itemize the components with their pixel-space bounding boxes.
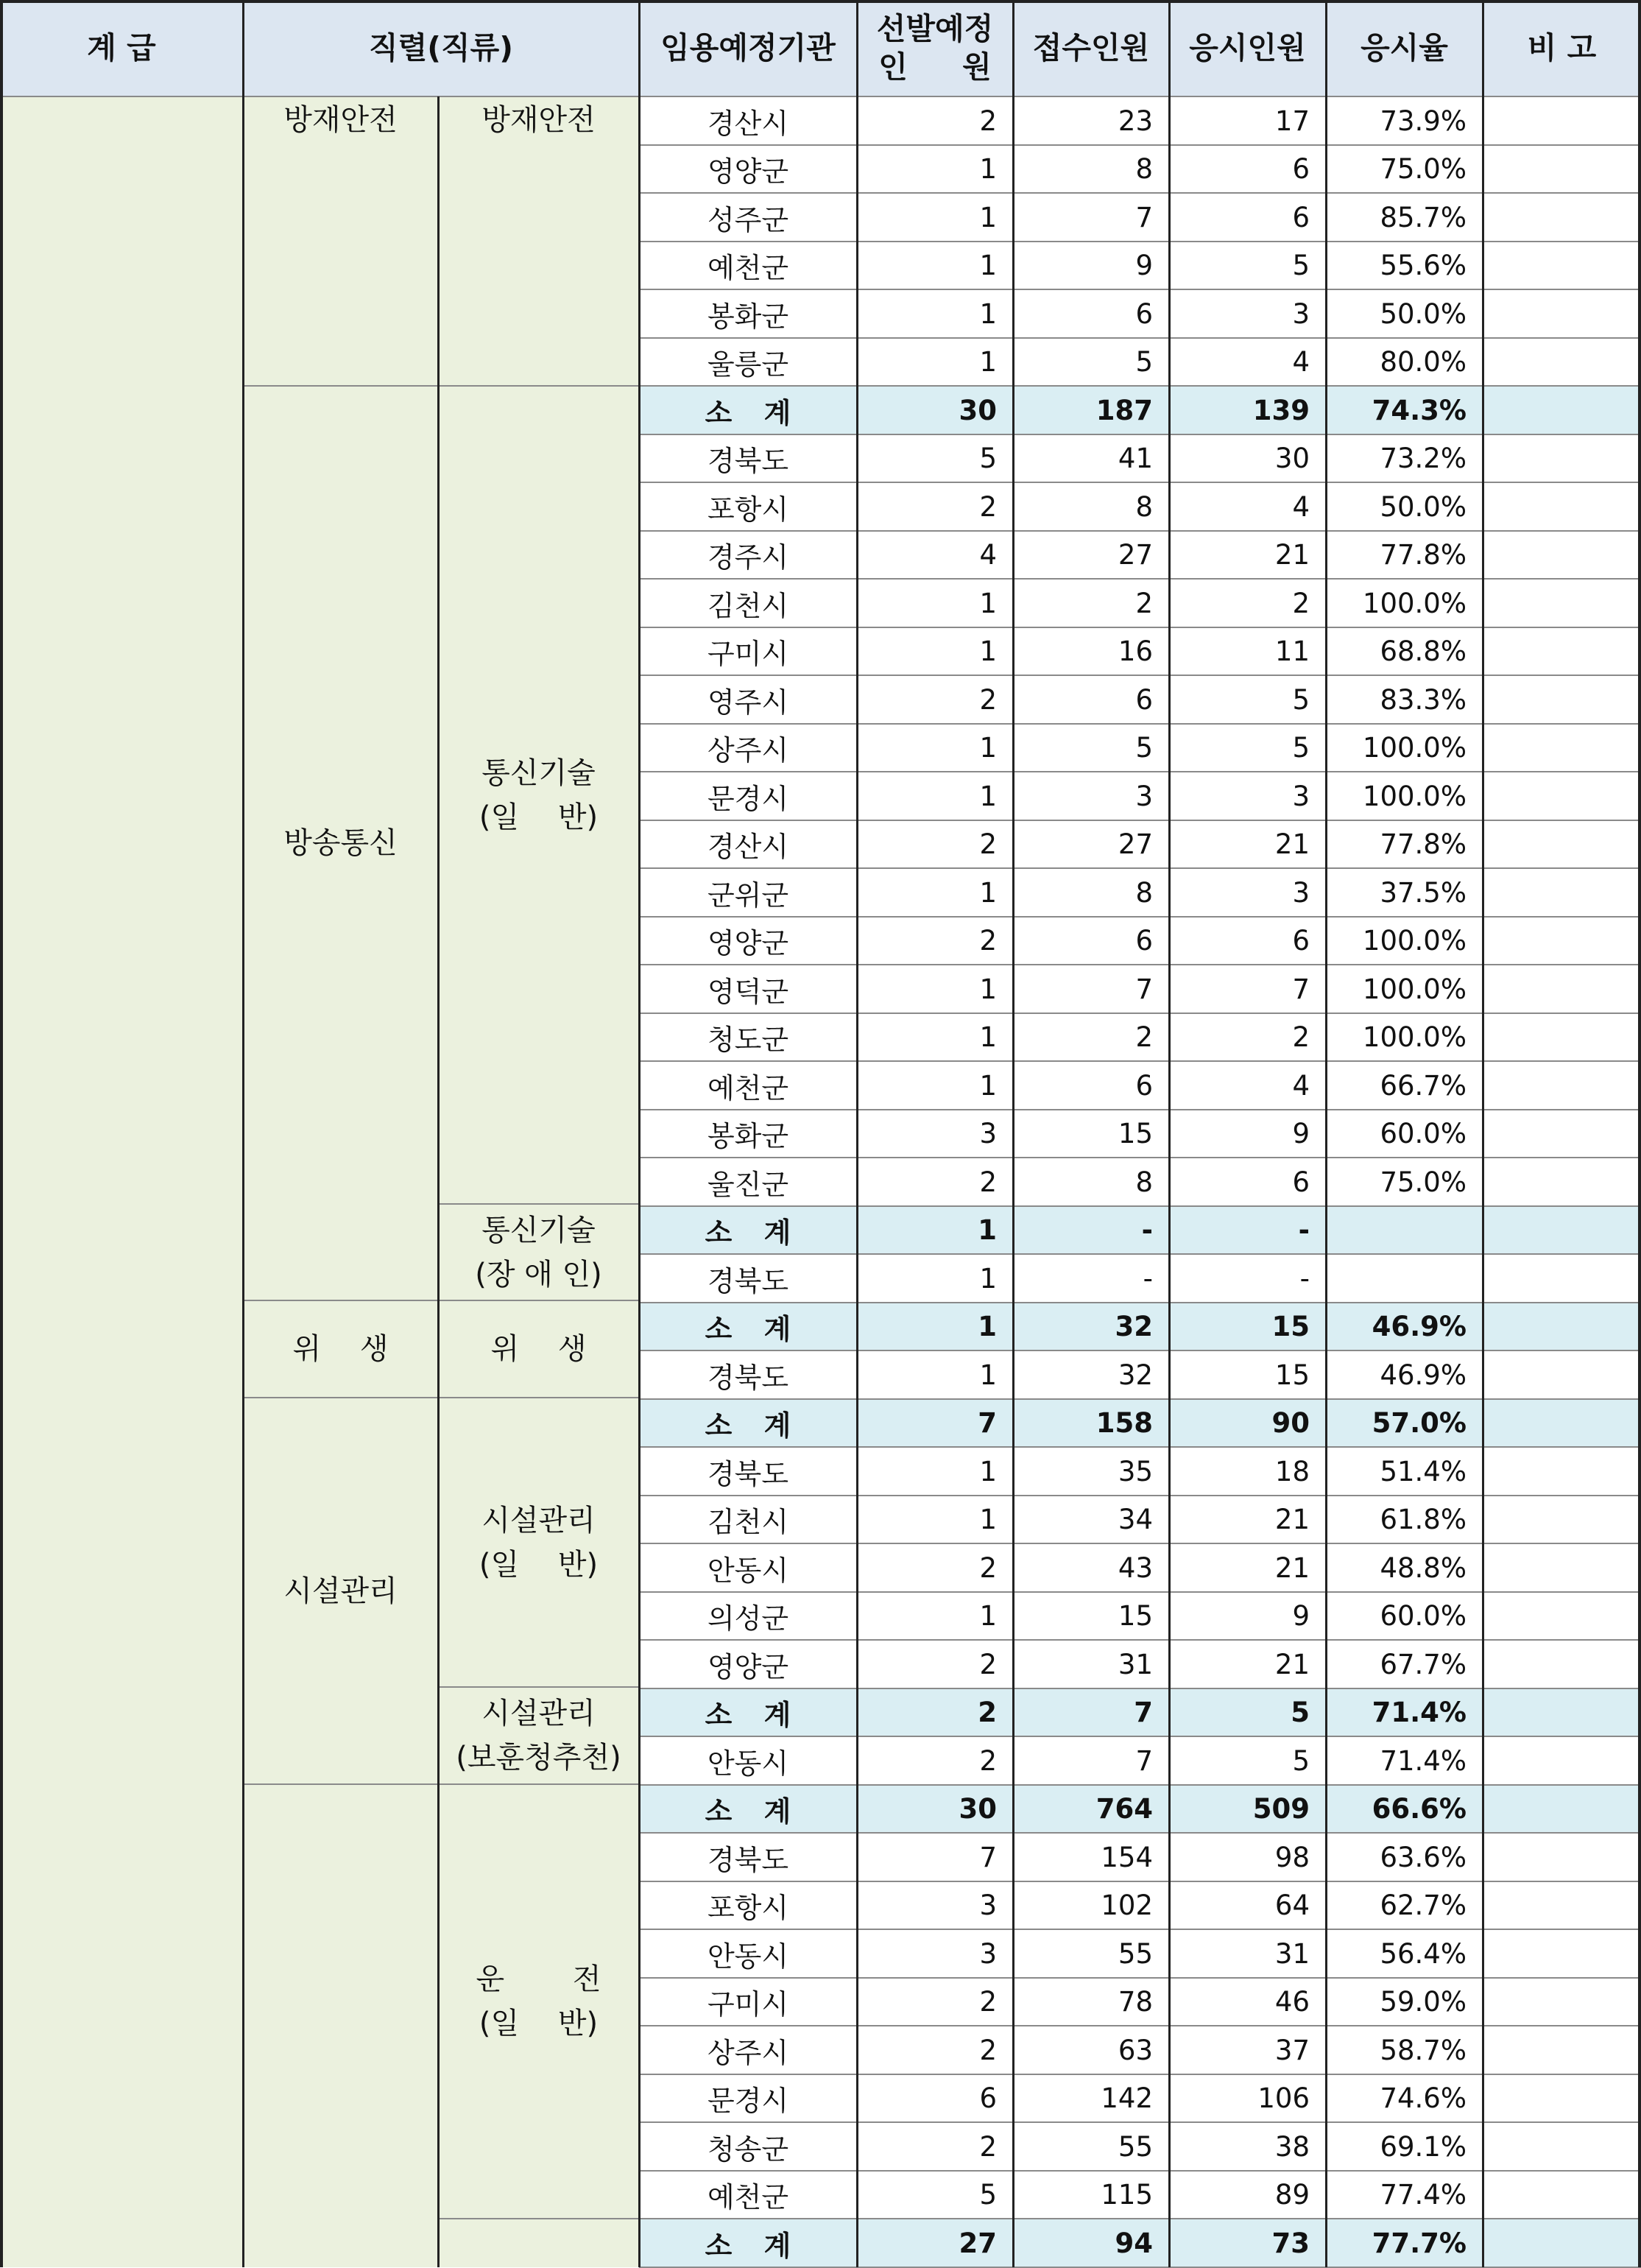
cell-applied: 35 <box>1013 1447 1169 1496</box>
cell-agency: 문경시 <box>639 772 857 820</box>
cell-agency: 봉화군 <box>639 289 857 338</box>
cell-rate: 100.0% <box>1326 917 1483 965</box>
cell-rate: 73.2% <box>1326 434 1483 482</box>
cell-tested: 509 <box>1169 1785 1326 1833</box>
cell-rate: 59.0% <box>1326 1978 1483 2026</box>
cell-planned: 1 <box>857 1254 1013 1303</box>
cell-applied: 7 <box>1013 1688 1169 1736</box>
header-series: 직렬(직류) <box>243 0 639 96</box>
cell-rate: 100.0% <box>1326 1013 1483 1061</box>
cell-applied: 764 <box>1013 1785 1169 1833</box>
cell-planned: 27 <box>857 2219 1013 2267</box>
cell-planned: 1 <box>857 338 1013 386</box>
series-label-disaster-safety: 방재안전 <box>283 103 398 137</box>
cell-rate: 46.9% <box>1326 1350 1483 1399</box>
cell-rate: 100.0% <box>1326 724 1483 772</box>
cell-agency: 소 계 <box>639 1688 857 1736</box>
cell-tested: 4 <box>1169 338 1326 386</box>
cell-tested: 5 <box>1169 675 1326 724</box>
cell-tested: 21 <box>1169 531 1326 579</box>
cell-planned: 2 <box>857 820 1013 868</box>
cell-rate: 83.3% <box>1326 675 1483 724</box>
cell-agency: 경북도 <box>639 1254 857 1303</box>
series-label-hygiene: 위 생 <box>292 1332 389 1366</box>
cell-planned: 2 <box>857 1543 1013 1592</box>
cell-planned: 1 <box>857 193 1013 242</box>
cell-rate: 46.9% <box>1326 1303 1483 1350</box>
cell-applied: 142 <box>1013 2074 1169 2122</box>
cell-rate: 100.0% <box>1326 772 1483 820</box>
category-label-driving-general-line2: (일 반) <box>479 2007 599 2040</box>
cell-rate: 77.7% <box>1326 2219 1483 2267</box>
cell-planned: 2 <box>857 917 1013 965</box>
cell-tested: 6 <box>1169 145 1326 193</box>
cell-tested: 5 <box>1169 1688 1326 1736</box>
header-planned-line1: 선발예정 <box>876 11 994 47</box>
cell-rate: 66.6% <box>1326 1785 1483 1833</box>
cell-planned: 1 <box>857 868 1013 917</box>
header-rate: 응시율 <box>1326 0 1483 96</box>
cell-planned: 1 <box>857 1206 1013 1254</box>
cell-applied: 27 <box>1013 531 1169 579</box>
cell-rate: 66.7% <box>1326 1061 1483 1110</box>
cell-tested: 5 <box>1169 724 1326 772</box>
cell-agency: 경산시 <box>639 96 857 145</box>
cell-planned: 2 <box>857 675 1013 724</box>
cell-tested: 15 <box>1169 1303 1326 1350</box>
cell-tested: 46 <box>1169 1978 1326 2026</box>
cell-planned: 1 <box>857 772 1013 820</box>
category-label-facility-general-line1: 시설관리 <box>481 1503 596 1538</box>
cell-tested: 89 <box>1169 2171 1326 2219</box>
cell-planned: 30 <box>857 386 1013 434</box>
cell-applied: 16 <box>1013 627 1169 675</box>
cell-planned: 1 <box>857 627 1013 675</box>
cell-agency: 예천군 <box>639 242 857 289</box>
cell-planned: 1 <box>857 1013 1013 1061</box>
cell-agency: 김천시 <box>639 1496 857 1543</box>
cell-tested: 6 <box>1169 917 1326 965</box>
cell-agency: 의성군 <box>639 1592 857 1640</box>
category-label-comm-general-line1: 통신기술 <box>481 756 596 790</box>
cell-planned: 2 <box>857 1688 1013 1736</box>
cell-rate: 75.0% <box>1326 1158 1483 1206</box>
cell-tested: 64 <box>1169 1881 1326 1929</box>
cell-planned: 6 <box>857 2074 1013 2122</box>
cell-rate: 71.4% <box>1326 1688 1483 1736</box>
cell-planned: 2 <box>857 2122 1013 2171</box>
category-label-comm-general-line2: (일 반) <box>479 800 599 834</box>
cell-rate: 100.0% <box>1326 965 1483 1013</box>
cell-tested: 6 <box>1169 193 1326 242</box>
cell-agency: 문경시 <box>639 2074 857 2122</box>
cell-agency: 안동시 <box>639 1929 857 1978</box>
header-tested: 응시인원 <box>1169 0 1326 96</box>
cell-tested: 18 <box>1169 1447 1326 1496</box>
cell-applied: 94 <box>1013 2219 1169 2267</box>
cell-rate: 58.7% <box>1326 2026 1483 2074</box>
cell-rate: 56.4% <box>1326 1929 1483 1978</box>
cell-rate: 74.6% <box>1326 2074 1483 2122</box>
cell-tested: 15 <box>1169 1350 1326 1399</box>
cell-planned: 4 <box>857 531 1013 579</box>
cell-agency: 포항시 <box>639 482 857 531</box>
cell-tested: 38 <box>1169 2122 1326 2171</box>
cell-rate: 55.6% <box>1326 242 1483 289</box>
cell-agency: 예천군 <box>639 2171 857 2219</box>
cell-applied: 6 <box>1013 289 1169 338</box>
cell-rate: 100.0% <box>1326 579 1483 627</box>
cell-rate: 51.4% <box>1326 1447 1483 1496</box>
cell-applied: 8 <box>1013 145 1169 193</box>
cell-planned: 1 <box>857 965 1013 1013</box>
cell-planned: 1 <box>857 145 1013 193</box>
cell-agency: 경산시 <box>639 820 857 868</box>
category-label-disaster-safety: 방재안전 <box>481 103 596 137</box>
cell-agency: 경북도 <box>639 434 857 482</box>
cell-applied: 78 <box>1013 1978 1169 2026</box>
cell-agency: 구미시 <box>639 627 857 675</box>
cell-tested: 11 <box>1169 627 1326 675</box>
cell-agency: 소 계 <box>639 2219 857 2267</box>
cell-tested: 4 <box>1169 1061 1326 1110</box>
cell-agency: 상주시 <box>639 2026 857 2074</box>
cell-tested: 73 <box>1169 2219 1326 2267</box>
cell-tested: 2 <box>1169 579 1326 627</box>
cell-planned: 1 <box>857 1592 1013 1640</box>
cell-rate: 67.7% <box>1326 1640 1483 1688</box>
cell-tested: 30 <box>1169 434 1326 482</box>
cell-rate: 50.0% <box>1326 482 1483 531</box>
cell-agency: 봉화군 <box>639 1110 857 1158</box>
header-agency: 임용예정기관 <box>639 0 857 96</box>
cell-tested: 139 <box>1169 386 1326 434</box>
category-label-facility-general-line2: (일 반) <box>479 1547 599 1582</box>
cell-rate: 48.8% <box>1326 1543 1483 1592</box>
cell-agency: 소 계 <box>639 1785 857 1833</box>
cell-planned: 2 <box>857 1640 1013 1688</box>
cell-tested: - <box>1169 1254 1326 1303</box>
cell-agency: 소 계 <box>639 1206 857 1254</box>
cell-rate: 74.3% <box>1326 386 1483 434</box>
cell-tested: 9 <box>1169 1592 1326 1640</box>
cell-applied: 6 <box>1013 1061 1169 1110</box>
cell-agency: 경북도 <box>639 1350 857 1399</box>
cell-applied: 6 <box>1013 917 1169 965</box>
cell-applied: 7 <box>1013 1736 1169 1785</box>
header-planned-line2: 인 원 <box>878 49 992 85</box>
cell-applied: 41 <box>1013 434 1169 482</box>
cell-planned: 1 <box>857 242 1013 289</box>
cell-agency: 영양군 <box>639 917 857 965</box>
series-label-facility: 시설관리 <box>283 1574 398 1608</box>
cell-planned: 3 <box>857 1110 1013 1158</box>
series-label-broadcast-comm: 방송통신 <box>283 826 398 860</box>
cell-applied: 8 <box>1013 868 1169 917</box>
cell-agency: 청송군 <box>639 2122 857 2171</box>
cell-agency: 영덕군 <box>639 965 857 1013</box>
cell-applied: 154 <box>1013 1833 1169 1881</box>
cell-rate: 73.9% <box>1326 96 1483 145</box>
cell-planned: 2 <box>857 1736 1013 1785</box>
cell-planned: 1 <box>857 1350 1013 1399</box>
cell-rate: 75.0% <box>1326 145 1483 193</box>
cell-planned: 1 <box>857 579 1013 627</box>
cell-rate: 77.8% <box>1326 820 1483 868</box>
cell-rate: 80.0% <box>1326 338 1483 386</box>
cell-tested: 2 <box>1169 1013 1326 1061</box>
cell-agency: 안동시 <box>639 1736 857 1785</box>
cell-planned: 1 <box>857 724 1013 772</box>
cell-tested: - <box>1169 1206 1326 1254</box>
cell-tested: 9 <box>1169 1110 1326 1158</box>
cell-planned: 1 <box>857 1447 1013 1496</box>
cell-rate: 63.6% <box>1326 1833 1483 1881</box>
header-remarks: 비 고 <box>1483 0 1641 96</box>
cell-agency: 포항시 <box>639 1881 857 1929</box>
cell-tested: 5 <box>1169 242 1326 289</box>
cell-agency: 울진군 <box>639 1158 857 1206</box>
cell-applied: 5 <box>1013 338 1169 386</box>
cell-rate: 37.5% <box>1326 868 1483 917</box>
cell-applied: 55 <box>1013 1929 1169 1978</box>
cell-planned: 7 <box>857 1833 1013 1881</box>
cell-rate: 62.7% <box>1326 1881 1483 1929</box>
cell-planned: 2 <box>857 1158 1013 1206</box>
cell-agency: 경주시 <box>639 531 857 579</box>
cell-agency: 영양군 <box>639 1640 857 1688</box>
cell-applied: 8 <box>1013 1158 1169 1206</box>
cell-applied: 32 <box>1013 1303 1169 1350</box>
cell-tested: 6 <box>1169 1158 1326 1206</box>
cell-rate: 50.0% <box>1326 289 1483 338</box>
cell-tested: 4 <box>1169 482 1326 531</box>
cell-planned: 1 <box>857 289 1013 338</box>
cell-rate: 77.4% <box>1326 2171 1483 2219</box>
category-label-hygiene: 위 생 <box>490 1332 587 1366</box>
cell-tested: 37 <box>1169 2026 1326 2074</box>
cell-rate: 60.0% <box>1326 1110 1483 1158</box>
cell-tested: 5 <box>1169 1736 1326 1785</box>
category-label-facility-veterans-line2: (보훈청추천) <box>456 1741 621 1775</box>
cell-planned: 7 <box>857 1399 1013 1447</box>
cell-planned: 3 <box>857 1881 1013 1929</box>
cell-agency: 안동시 <box>639 1543 857 1592</box>
cell-agency: 군위군 <box>639 868 857 917</box>
cell-tested: 21 <box>1169 1496 1326 1543</box>
cell-applied: 5 <box>1013 724 1169 772</box>
cell-rate: 77.8% <box>1326 531 1483 579</box>
cell-rate: 61.8% <box>1326 1496 1483 1543</box>
cell-rate: 60.0% <box>1326 1592 1483 1640</box>
cell-agency: 성주군 <box>639 193 857 242</box>
cell-rate: 85.7% <box>1326 193 1483 242</box>
cell-agency: 울릉군 <box>639 338 857 386</box>
cell-applied: 34 <box>1013 1496 1169 1543</box>
cell-planned: 1 <box>857 1061 1013 1110</box>
category-label-driving-general-line1: 운 전 <box>476 1962 601 1996</box>
cell-tested: 106 <box>1169 2074 1326 2122</box>
cell-applied: 6 <box>1013 675 1169 724</box>
cell-applied: 8 <box>1013 482 1169 531</box>
cell-agency: 구미시 <box>639 1978 857 2026</box>
cell-applied: - <box>1013 1254 1169 1303</box>
cell-applied: - <box>1013 1206 1169 1254</box>
cell-rate: 68.8% <box>1326 627 1483 675</box>
cell-applied: 15 <box>1013 1110 1169 1158</box>
cell-rate: 69.1% <box>1326 2122 1483 2171</box>
category-label-comm-disabled-line2: (장 애 인) <box>475 1257 602 1292</box>
cell-applied: 27 <box>1013 820 1169 868</box>
cell-applied: 7 <box>1013 193 1169 242</box>
cell-agency: 상주시 <box>639 724 857 772</box>
cell-applied: 63 <box>1013 2026 1169 2074</box>
cell-applied: 7 <box>1013 965 1169 1013</box>
cell-applied: 2 <box>1013 579 1169 627</box>
cell-planned: 3 <box>857 1929 1013 1978</box>
cell-tested: 21 <box>1169 820 1326 868</box>
cell-tested: 3 <box>1169 289 1326 338</box>
cell-tested: 21 <box>1169 1640 1326 1688</box>
cell-agency: 영양군 <box>639 145 857 193</box>
cell-tested: 3 <box>1169 772 1326 820</box>
cell-agency: 경북도 <box>639 1833 857 1881</box>
cell-tested: 21 <box>1169 1543 1326 1592</box>
category-label-comm-disabled-line1: 통신기술 <box>481 1213 596 1247</box>
cell-planned: 30 <box>857 1785 1013 1833</box>
cell-applied: 31 <box>1013 1640 1169 1688</box>
cell-applied: 102 <box>1013 1881 1169 1929</box>
cell-tested: 98 <box>1169 1833 1326 1881</box>
cell-planned: 1 <box>857 1303 1013 1350</box>
cell-applied: 158 <box>1013 1399 1169 1447</box>
cell-applied: 43 <box>1013 1543 1169 1592</box>
cell-agency: 경북도 <box>639 1447 857 1496</box>
cell-tested: 17 <box>1169 96 1326 145</box>
cell-applied: 115 <box>1013 2171 1169 2219</box>
cell-applied: 32 <box>1013 1350 1169 1399</box>
cell-agency: 소 계 <box>639 386 857 434</box>
cell-tested: 90 <box>1169 1399 1326 1447</box>
cell-tested: 3 <box>1169 868 1326 917</box>
header-applied: 접수인원 <box>1013 0 1169 96</box>
cell-planned: 2 <box>857 2026 1013 2074</box>
cell-agency: 김천시 <box>639 579 857 627</box>
cell-applied: 187 <box>1013 386 1169 434</box>
cell-agency: 소 계 <box>639 1399 857 1447</box>
category-label-facility-veterans-line1: 시설관리 <box>481 1697 596 1730</box>
cell-agency: 예천군 <box>639 1061 857 1110</box>
cell-rate: 71.4% <box>1326 1736 1483 1785</box>
cell-planned: 2 <box>857 96 1013 145</box>
cell-agency: 소 계 <box>639 1303 857 1350</box>
cell-applied: 9 <box>1013 242 1169 289</box>
header-grade: 계 급 <box>0 0 243 96</box>
cell-agency: 영주시 <box>639 675 857 724</box>
cell-rate: 57.0% <box>1326 1399 1483 1447</box>
cell-planned: 5 <box>857 434 1013 482</box>
cell-applied: 55 <box>1013 2122 1169 2171</box>
cell-planned: 1 <box>857 1496 1013 1543</box>
cell-planned: 2 <box>857 482 1013 531</box>
cell-planned: 5 <box>857 2171 1013 2219</box>
cell-applied: 15 <box>1013 1592 1169 1640</box>
cell-tested: 31 <box>1169 1929 1326 1978</box>
cell-planned: 2 <box>857 1978 1013 2026</box>
cell-agency: 청도군 <box>639 1013 857 1061</box>
cell-applied: 2 <box>1013 1013 1169 1061</box>
cell-tested: 7 <box>1169 965 1326 1013</box>
cell-applied: 23 <box>1013 96 1169 145</box>
cell-applied: 3 <box>1013 772 1169 820</box>
